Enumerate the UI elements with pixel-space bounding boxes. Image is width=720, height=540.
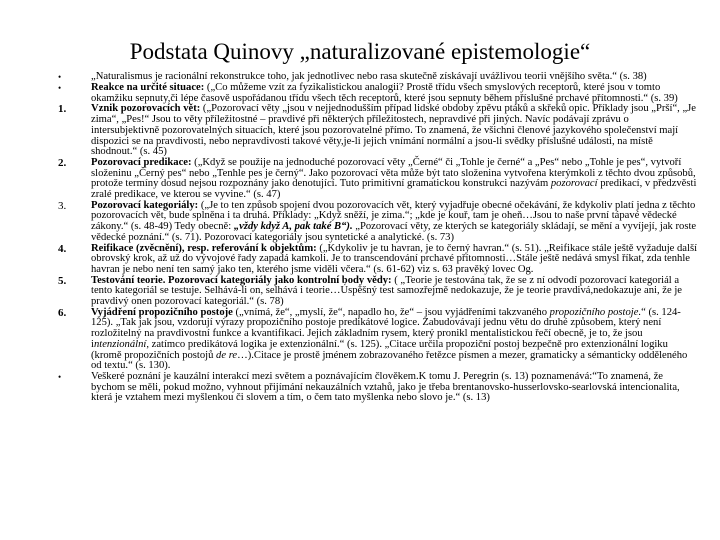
text-run: Reifikace (zvěcnění), resp. referování k objektům: xyxy=(91,242,317,254)
bullet-marker: • xyxy=(58,371,62,382)
text-run: („vnímá, že“, „myslí, že“, napadlo ho, že“ – jsou vyjádřeními takzvaného xyxy=(232,306,550,318)
text-run: Vznik pozorovacích vět: xyxy=(91,103,201,115)
number-marker: 3. xyxy=(58,199,67,212)
text-run: („Pozorovací věty „jsou v nejjednodušším případ lidské obdoby zpěvu ptáků a skřeků opic. Příklady jsou „Prší“, „Je zima“, „Pes!“ Jsou to věty příležitostné – pravdivé při některých příležitostech, nepravdivé při jiných. Navíc podávají zprávu o intersubjektivně pozorovatelných situacích, které jsou pozorovatelné přímo. To znamená, že všichni členové jazykového společenství mají dispozici se na pravdivosti, nebo nepravdivosti takové věty,je-li jejich vnímání normální a jsou-li svědky příslušné události, na místě shodnout.“ (s. 45) xyxy=(91,103,697,158)
text-run: ntenzionální xyxy=(93,338,147,350)
item-text xyxy=(91,244,698,276)
item-text xyxy=(91,83,698,104)
item-text xyxy=(91,104,698,158)
text-run: („Kdykoliv je tu havran, je to černý havran.“ (s. 51). „Reifikace stále ještě vyžaduje další obrovský krok, až už do vývojové řady zapadá kamkoli. Je to transcendování prchavé přítomnosti…Stále ještě nedává smysl říkat, zda tenhle havran je nebo není ten samý jako ten, kterého jsme viděli včera.“ (s. 61-62) viz s. 63 pravěký lovec Og. xyxy=(91,242,698,275)
number-marker: 2. xyxy=(58,156,67,169)
number-marker: 5. xyxy=(58,274,67,287)
text-run: Pozorovací predikace: xyxy=(91,156,192,168)
text-run: ( „Teorie je testována tak, že se z ní odvodí pozorovací kategoriál a tento kategoriál se testuje. Selhává-li on, selhává i teorie…Úspěšný test samozřejmě nedokazuje, že je teorie pravdivá,nedokazuje ani, že je pravdivý onen pozorovací kategoriál.“ (s. 78) xyxy=(91,274,682,308)
bullet-marker: • xyxy=(58,83,62,93)
item-text xyxy=(91,372,698,404)
text-run: Reakce na určité situace: xyxy=(91,82,205,93)
item-text xyxy=(91,158,698,201)
list-item xyxy=(48,244,698,276)
text-run: pozorovací xyxy=(550,178,598,190)
text-run: Testování teorie. Pozorovací kategoriály jako kontrolní body vědy: xyxy=(91,274,392,286)
number-marker: 4. xyxy=(58,242,67,255)
item-text xyxy=(91,201,698,244)
number-marker: 1. xyxy=(58,103,67,116)
bullet-list xyxy=(48,72,698,404)
text-run: („Když se použije na jednoduché pozorovací věty „Černé“ či „Tohle je černé“ a „Pes“ nebo „Tohle je pes“, vytvoří složeninu „Černý pes“ nebo „Tenhle pes je černý“. Jako pozorovací věta může být tato složenina vytvořena kterýmkoli z těchto dvou způsobů, protože termíny dosud nejsou rozpoznány jako denotující. Tuto primitivní gramatickou konstrukci nazývám xyxy=(91,156,696,190)
list-item xyxy=(48,83,698,104)
list-item xyxy=(48,158,698,201)
item-text xyxy=(91,308,698,372)
slide-title: Podstata Quinovy „naturalizované epistemologie“ xyxy=(129,39,591,64)
text-run: „Naturalismus je racionální rekonstrukce toho, jak jednotlivec nebo rasa skutečně získávají uvážlivou teorii vnějšího světa.“ (s. 38) xyxy=(91,71,647,82)
text-run: , zatímco predikátová logika je extenzionální.“ (s. 125). „Citace určila propoziční postoj bezpečně pro extenzionální logiku (kromě propozičních postojů xyxy=(91,338,668,361)
list-item xyxy=(48,104,698,158)
text-run: („Co můžeme vzít za fyzikalistickou analogii? Prostě třídu všech smyslových receptorů, které jsou v tomto okamžiku sepnuty,či lépe časově uspořádanou třídu všech těch receptorů, které jsou sepnuty během příslušné prchavé přítomnosti.“ (s. 39) xyxy=(91,82,678,104)
list-item xyxy=(48,372,698,404)
text-run: „Pozorovací věty, ze kterých se kategoriály skládají, se mění a vyvíjejí, jak roste vědecké poznání.“ (s. 71). Pozorovací kategoriály jsou syntetické a analytické. (s. 73) xyxy=(91,221,697,243)
text-run: …).Citace je prostě jménem zobrazovaného řetězce písmen a mezer, gramaticky a sémanticky odděleného od textu.“ (s. 130). xyxy=(91,349,688,372)
text-run: Pozorovací kategoriály: xyxy=(91,199,199,211)
text-run: Vyjádření propozičního postoje xyxy=(91,306,233,318)
list-item xyxy=(48,201,698,244)
text-run: predikací, v předzvěsti zralé predikace, ve kterou se vyvine.“ (s. 47) xyxy=(91,178,697,201)
text-run: Veškeré poznání je kauzální interakcí mezi světem a poznávajícím člověkem.K tomu J. Peregrin (s. 13) poznamenává:“To znamená, že bychom se měli, pokud možno, vyhnout přijímání nekauzálních vztahů, jako je třeba brentanovsko-husserlovsko-searlovská intencionalita, která je vztahem mezi myšlenkou či slovem a tím, o čem tato myšlenka nebo slovo je.“ (s. 13) xyxy=(91,370,680,404)
list-item xyxy=(48,276,698,308)
item-text xyxy=(91,276,698,308)
text-run: „vždy když A, pak také B“). xyxy=(233,221,353,233)
list-item xyxy=(48,308,698,372)
text-run: de re xyxy=(216,349,238,361)
bullet-marker: • xyxy=(58,72,62,82)
text-run: “ (s. 124-125). „Tak jak jsou, vzdorují výrazy propozičního postoje predikátové logice. Zabudovávají jednu větu do druhé způsobem, který není rozložitelný na pravdivostní funkce a kvantifikaci. Jejich základním rysem, který pronikl mentalistickou řečí obecně, je to, že jsou i xyxy=(91,306,681,350)
text-run: („Je to ten způsob spojení dvou pozorovacích vět, který vyjadřuje obecné očekávání, že kdykoliv platí jedna z těchto pozorovacích vět, bude splněna i ta druhá. Příklady: „Když sněží, je zima.“; „kde je kouř, tam je oheň…Jsou to naše první tápavé vědecké zákony.“ (s. 48-49) Tedy obecně: xyxy=(91,199,696,233)
text-run: propozičního postoje. xyxy=(549,306,642,318)
number-marker: 6. xyxy=(58,306,67,319)
